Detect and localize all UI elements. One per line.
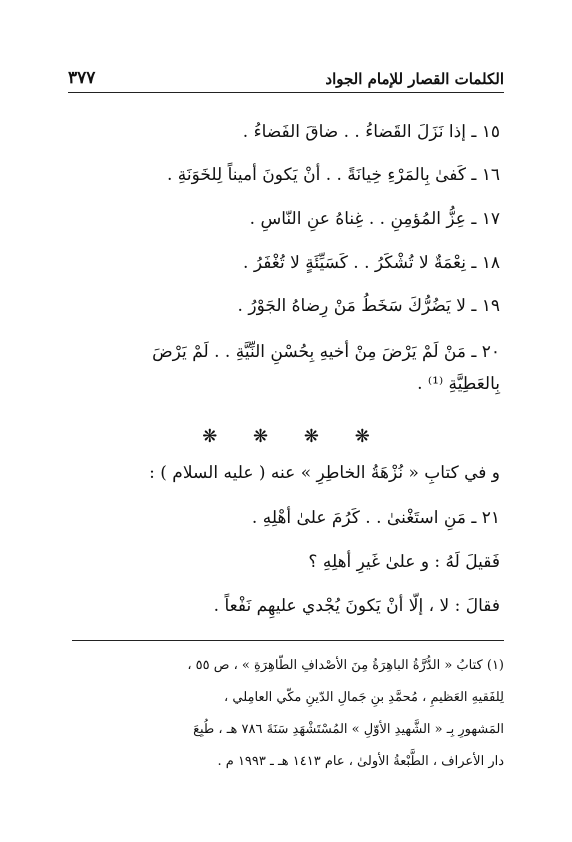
page-number: ٣٧٧ xyxy=(68,68,96,88)
question-line: فَقيلَ لَهُ : و علىٰ غَيرِ أهلِهِ ؟ xyxy=(308,552,500,572)
separator-star: ❋ xyxy=(253,426,269,447)
footnote-line-3: المَشهورِ بِـ « الشَّهيدِ الأوّلِ » المُسْتَشْهَدِ سَنَةَ ٧٨٦ هـ ، طُبِعَ xyxy=(193,722,504,737)
footnote-line-1: (١) كتابُ « الدُّرَّةُ الباهِرَةُ مِنَ الأصْدافِ الطّاهِرَةِ » ، ص ٥٥ ، xyxy=(187,658,504,673)
footnote-line-4: دار الأعراف ، الطَّبْعةُ الأولىٰ ، عام ١٤١٣ هـ ـ ١٩٩٣ م . xyxy=(217,754,504,769)
saying-17: ١٧ ـ عِزُّ المُؤمِنِ . . غِناهُ عنِ النّاسِ . xyxy=(249,209,500,229)
footnote-divider xyxy=(72,640,504,641)
saying-20-continued: بِالعَطِيَّةِ ⁽¹⁾ . xyxy=(417,374,500,394)
saying-16: ١٦ ـ كَفىٰ بِالمَرْءِ خِيانَةً . . أنْ يَكونَ أميناً لِلخَوَنَةِ . xyxy=(167,165,500,185)
saying-20: ٢٠ ـ مَنْ لَمْ يَرْضَ مِنْ أخيهِ بِحُسْنِ النِّيَّةِ . . لَمْ يَرْضَ xyxy=(152,342,500,362)
separator-star: ❋ xyxy=(354,426,370,447)
saying-19: ١٩ ـ لا يَضُرُّكَ سَخَطُ مَنْ رِضاهُ الجَوْرُ . xyxy=(237,296,500,316)
source-intro: و في كتابِ « نُزْهَةُ الخاطِرِ » عنه ( عليه السلام ) : xyxy=(149,463,500,483)
saying-18: ١٨ ـ نِعْمَةٌ لا تُشْكَرُ . . كَسَيِّئَةٍ لا تُغْفَرُ . xyxy=(243,253,500,273)
separator-star: ❋ xyxy=(303,426,319,447)
running-header xyxy=(68,58,504,93)
running-title: الكلمات القصار للإمام الجواد xyxy=(325,70,504,88)
section-separator xyxy=(0,426,572,447)
separator-star: ❋ xyxy=(202,426,218,447)
saying-15: ١٥ ـ إذا نَزَلَ القَضاءُ . . ضاقَ الفَضاءُ . xyxy=(242,122,500,142)
saying-21: ٢١ ـ مَنِ استَغْنىٰ . . كَرُمَ علىٰ أهْلِهِ . xyxy=(251,508,500,528)
answer-line: فقالَ : لا ، إلّا أنْ يَكونَ يُجْدي عليهِم نَفْعاً . xyxy=(213,596,500,616)
footnote-line-2: لِلفَقيهِ العَظيمِ ، مُحمَّدِ بنِ جَمالِ الدّينِ مكّي العامِلي ، xyxy=(224,690,504,705)
